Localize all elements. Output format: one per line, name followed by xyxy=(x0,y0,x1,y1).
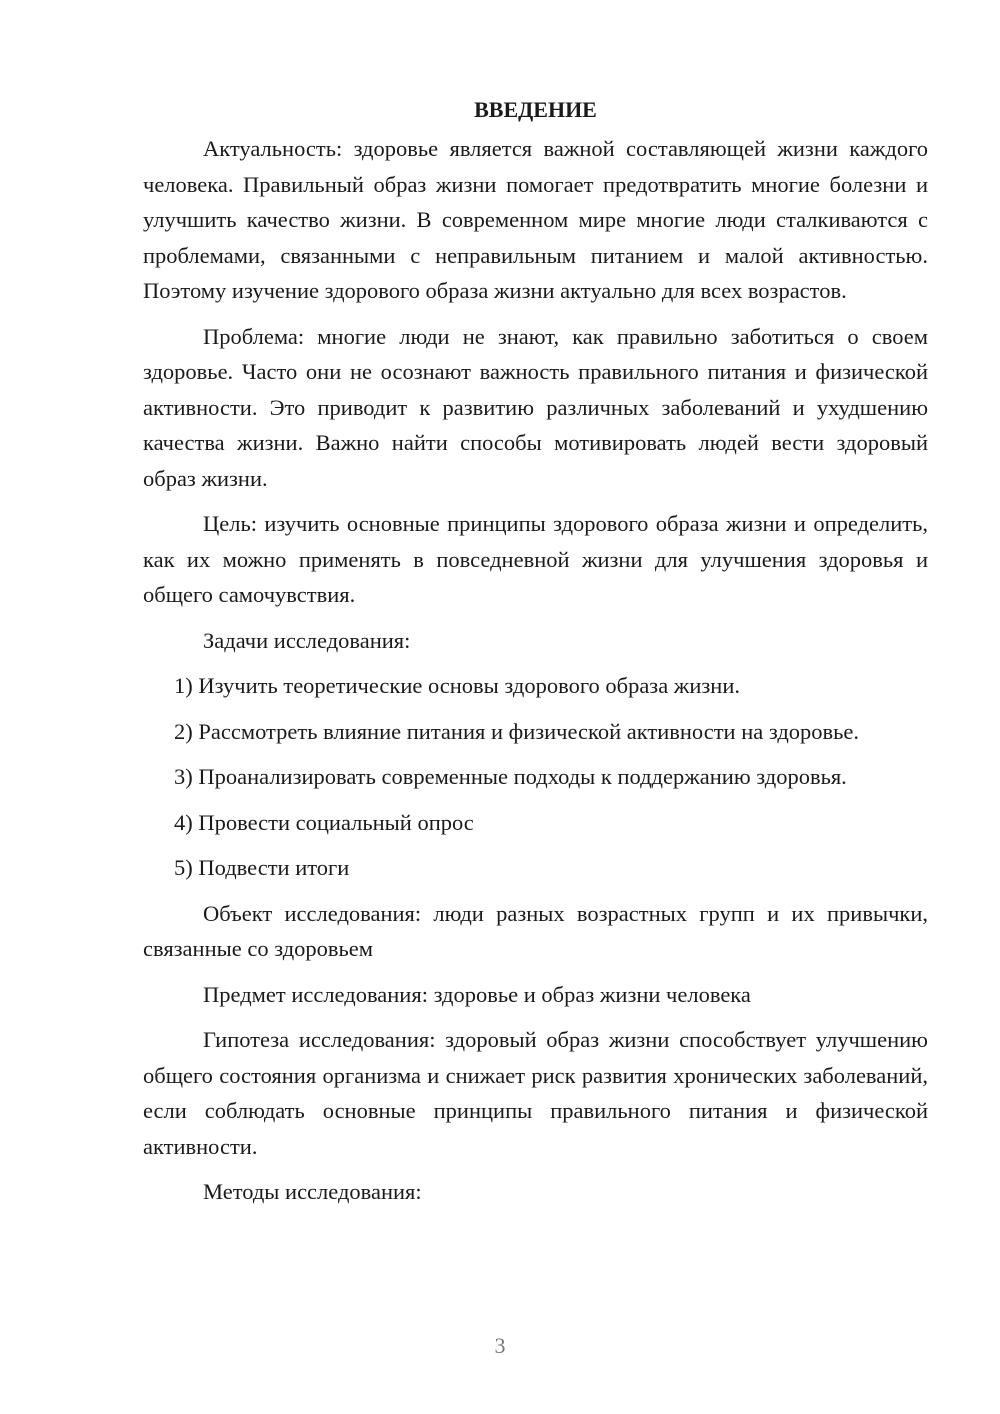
task-item: 2) Рассмотреть влияние питания и физической активности на здоровье. xyxy=(174,718,860,744)
page-number: 3 xyxy=(494,1333,506,1358)
task-item: 1) Изучить теоретические основы здорового образа жизни. xyxy=(174,673,740,698)
section-title: ВВЕДЕНИЕ xyxy=(474,97,597,122)
goal-paragraph: Цель: изучить основные принципы здорового образа жизни и определить, как их можно применять в повседневной жизни для улучшения здоровья и общего самочувствия. xyxy=(143,511,928,607)
task-item: 3) Проанализировать современные подходы к поддержанию здоровья. xyxy=(174,764,847,789)
task-item: 4) Провести социальный опрос xyxy=(174,809,474,835)
relevance-paragraph: Актуальность: здоровье является важной составляющей жизни каждого человека. Правильный образ жизни помогает предотвратить многие болезни и улучшить качество жизни. В современном мире многие люди сталкиваются с проблемами, связанными с неправильным питанием и малой активностью. Поэтому изучение здорового образа жизни актуально для всех возрастов. xyxy=(143,136,928,303)
object-paragraph: Объект исследования: люди разных возрастных групп и их привычки, связанные со здоровьем xyxy=(143,900,928,961)
task-item: 5) Подвести итоги xyxy=(174,855,350,880)
methods-heading: Методы исследования: xyxy=(203,1179,422,1204)
tasks-heading: Задачи исследования: xyxy=(203,627,411,653)
page-content xyxy=(143,92,928,1220)
problem-paragraph: Проблема: многие люди не знают, как правильно заботиться о своем здоровье. Часто они не осознают важность правильного питания и физической активности. Это приводит к развитию различных заболеваний и ухудшению качества жизни. Важно найти способы мотивировать людей вести здоровый образ жизни. xyxy=(143,323,928,491)
hypothesis-paragraph: Гипотеза исследования: здоровый образ жизни способствует улучшению общего состояния организма и снижает риск развития хронических заболеваний, если соблюдать основные принципы правильного питания и физической активности. xyxy=(143,1027,928,1159)
subject-paragraph: Предмет исследования: здоровье и образ жизни человека xyxy=(203,981,751,1007)
